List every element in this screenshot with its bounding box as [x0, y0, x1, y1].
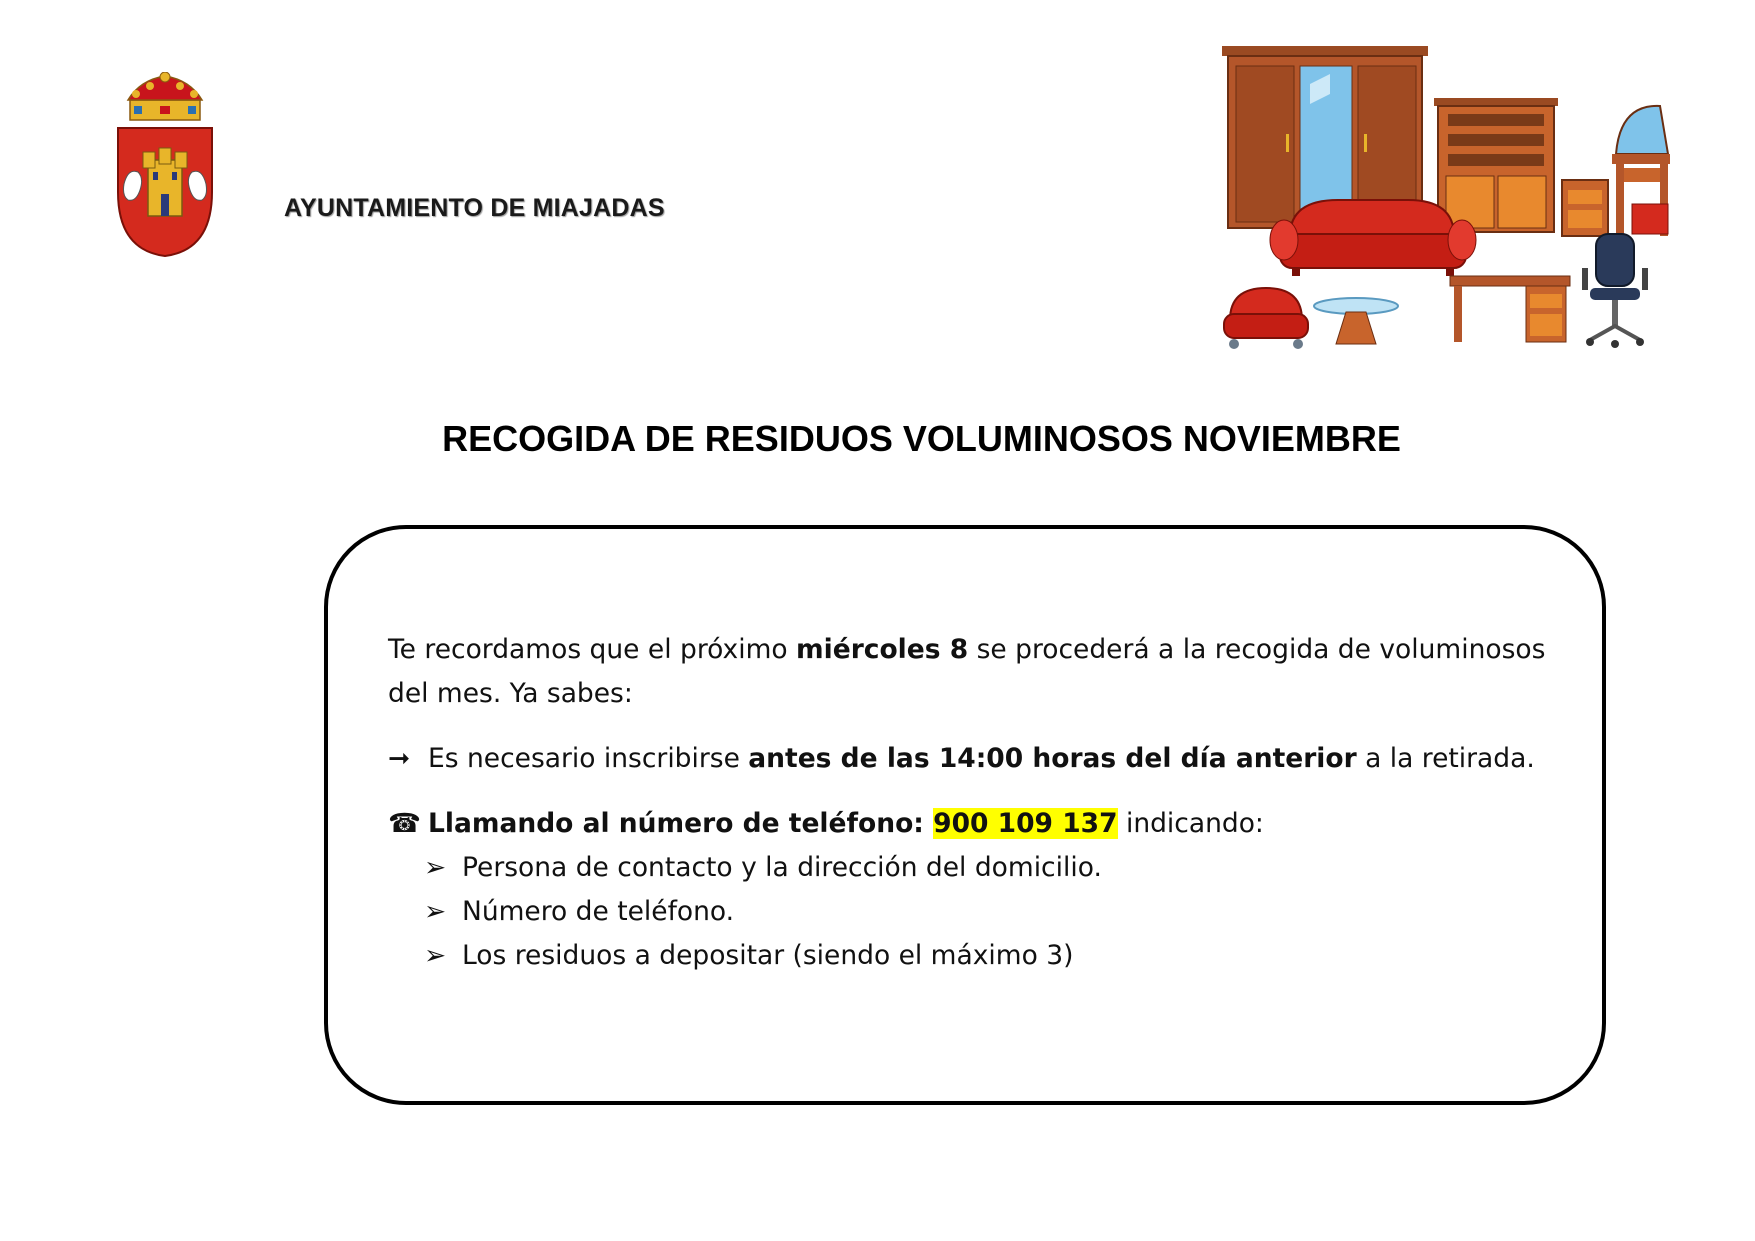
list-item: [388, 890, 1568, 934]
arrow-right-icon: ➞: [388, 743, 411, 774]
nightstand-icon: [1562, 180, 1608, 236]
cabinet-icon: [1434, 98, 1558, 232]
list-item-text: Los residuos a depositar (siendo el máximo 3): [462, 940, 1074, 971]
collection-date: miércoles 8: [796, 634, 969, 665]
vanity-icon: [1612, 106, 1670, 236]
desk-icon: [1450, 276, 1570, 342]
intro-paragraph: [388, 628, 1568, 716]
office-chair-icon: [1582, 234, 1648, 348]
step-suffix: a la retirada.: [1356, 743, 1535, 774]
list-item: [388, 934, 1568, 978]
required-info-list: [388, 846, 1568, 978]
sofa-icon: [1270, 200, 1476, 276]
step-prefix: Es necesario inscribirse: [428, 743, 749, 774]
phone-icon: ☎: [388, 808, 422, 839]
organization-name: AYUNTAMIENTO DE MIAJADAS: [284, 194, 665, 222]
intro-suffix: se procederá a la recogida de voluminosos del mes. Ya sabes:: [388, 634, 1546, 709]
armchair-icon: [1224, 288, 1308, 349]
list-item-text: Persona de contacto y la dirección del domicilio.: [462, 852, 1102, 883]
intro-prefix: Te recordamos que el próximo: [388, 634, 797, 665]
phone-line: [388, 802, 1568, 846]
arrowhead-bullet-icon: ➢: [424, 896, 447, 927]
registration-line: [388, 737, 1568, 781]
list-item-text: Número de teléfono.: [462, 896, 735, 927]
arrowhead-bullet-icon: ➢: [424, 940, 447, 971]
phone-number: 900 109 137: [933, 808, 1118, 839]
page-title: RECOGIDA DE RESIDUOS VOLUMINOSOS NOVIEMBRE: [442, 418, 1401, 459]
coffee-table-icon: [1314, 298, 1398, 344]
deadline-text: antes de las 14:00 horas del día anterior: [748, 743, 1357, 774]
furniture-illustration-icon: [1220, 44, 1670, 374]
notice-content: [388, 628, 1568, 978]
phone-label: Llamando al número de teléfono:: [428, 808, 934, 839]
coat-of-arms-icon: [110, 72, 220, 262]
arrowhead-bullet-icon: ➢: [424, 852, 447, 883]
list-item: [388, 846, 1568, 890]
phone-suffix: indicando:: [1117, 808, 1264, 839]
